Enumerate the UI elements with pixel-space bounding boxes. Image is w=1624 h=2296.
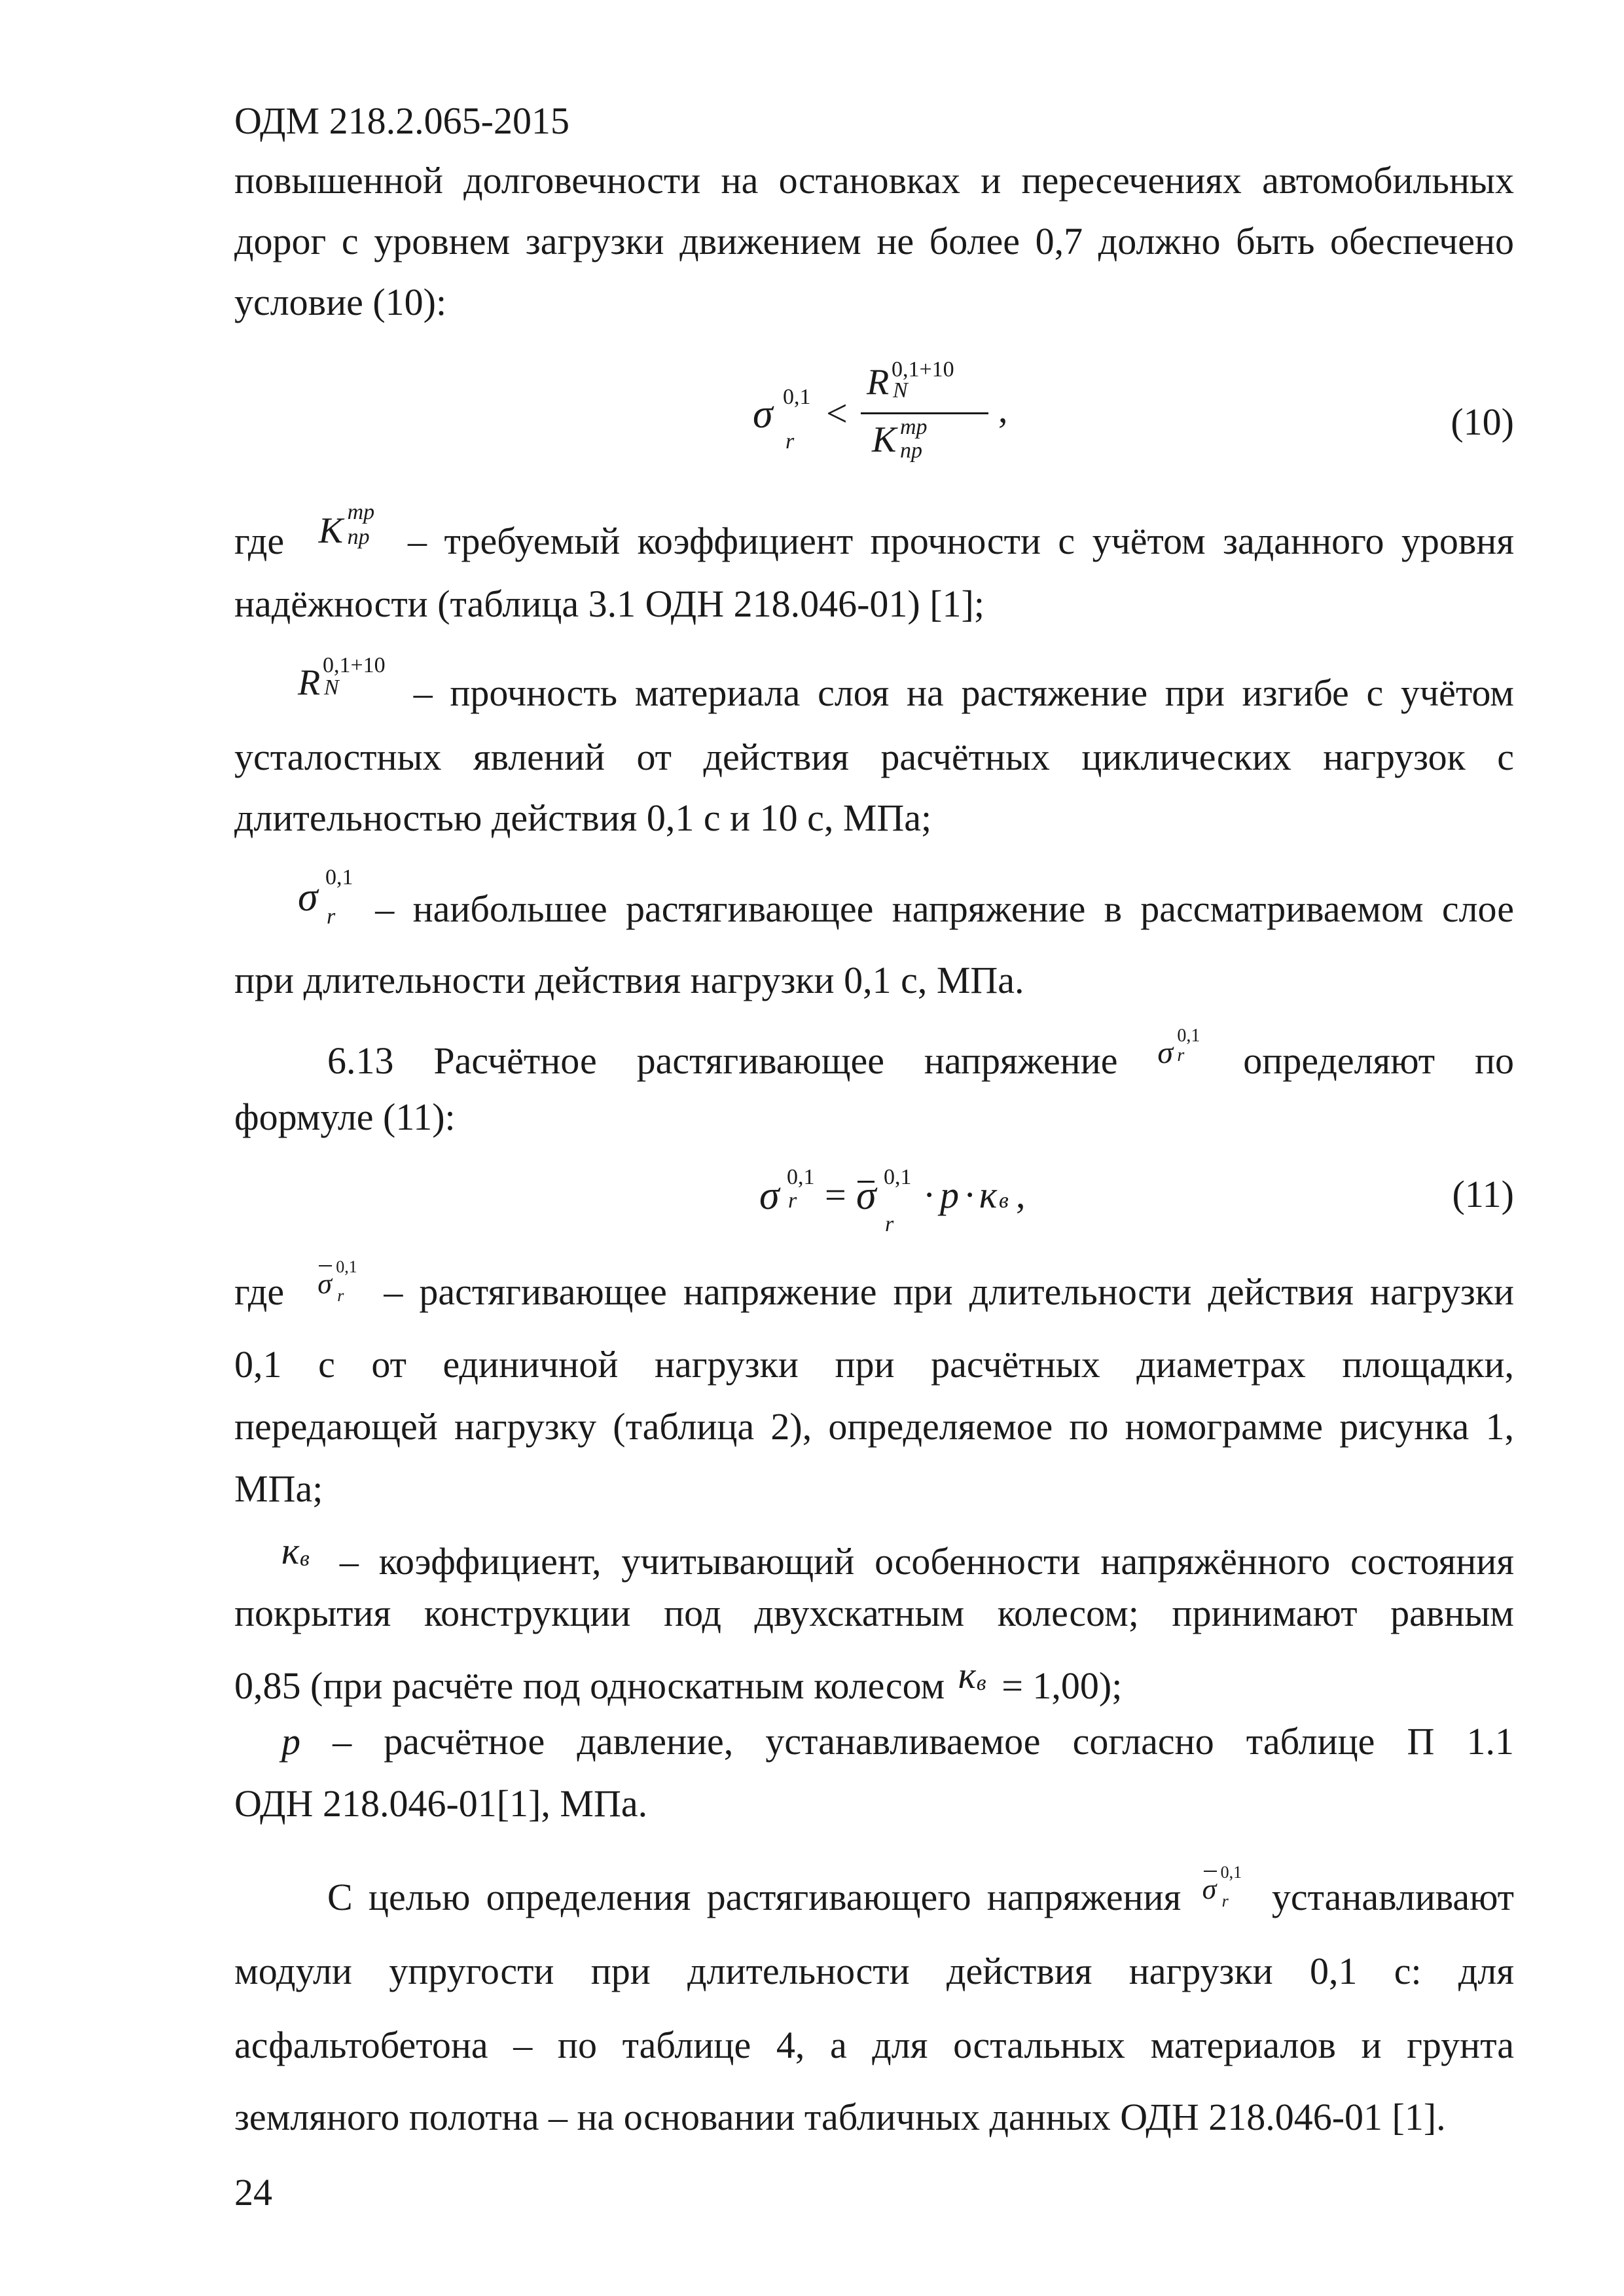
definition-text: – прочность материала слоя на растяжение при изгибе с учётом (413, 672, 1514, 714)
sigma-bar-group (1197, 1864, 1256, 1910)
definition-line: передающей нагрузку (таблица 2), определяемое по номограмме рисунка 1, (234, 1405, 1514, 1448)
sigma-subscript: r (337, 1286, 344, 1305)
definition-text: 0,85 (при расчёте под односкатным колесом (234, 1664, 945, 1707)
sigma-subscript: r (1221, 1892, 1229, 1910)
denominator-subscript: пр (900, 439, 922, 463)
equation-10 (753, 353, 1015, 478)
sigma-inline-group (1157, 1028, 1203, 1073)
definition-line: МПа; (234, 1467, 323, 1510)
k-subscript: в (300, 1547, 310, 1571)
sigma-superscript: 0,1 (336, 1257, 357, 1276)
k-symbol: к (958, 1654, 976, 1696)
where-word: где (234, 1270, 285, 1313)
sigma-symbol: σ (759, 1174, 780, 1218)
r-symbol: R (298, 662, 321, 703)
equals-sign: = (825, 1174, 846, 1216)
sigma-superscript: 0,1 (1220, 1863, 1242, 1882)
k-symbol: к (281, 1530, 300, 1572)
sigma-bar-group (304, 1259, 363, 1304)
lhs-superscript: 0,1 (787, 1165, 815, 1189)
definition-line (298, 865, 1515, 932)
paragraph-line (327, 1864, 1514, 1920)
k-symbol: к (979, 1174, 998, 1216)
sigma-symbol: σ (317, 1268, 332, 1300)
comma: , (998, 388, 1008, 431)
paragraph-line: формуле (11): (234, 1096, 456, 1138)
sigma-superscript: 0,1 (1177, 1026, 1200, 1046)
k-symbol-group (281, 1528, 319, 1574)
definition-text: – коэффициент, учитывающий особенности напряжённого состояния (339, 1540, 1515, 1583)
paragraph-text: устанавливают (1271, 1876, 1515, 1918)
paragraph-line: дорог с уровнем загрузки движением не более 0,7 должно быть обеспечено (234, 220, 1514, 262)
denominator-superscript: тр (900, 415, 928, 439)
subscript: r (785, 429, 795, 454)
section-6-13-line (327, 1028, 1514, 1084)
sigma-subscript: r (1177, 1045, 1185, 1066)
definition-line (234, 1653, 1514, 1709)
definition-line: надёжности (таблица 3.1 ОДН 218.046-01) [1]; (234, 583, 984, 625)
paragraph-line: условие (10): (234, 281, 447, 323)
k-inline-group (954, 1653, 992, 1698)
definition-line: 0,1 с от единичной нагрузки при расчётных диаметрах площадки, (234, 1343, 1514, 1386)
definition-line: покрытия конструкции под двухскатным колесом; принимают равным (234, 1592, 1514, 1634)
sigma-symbol: σ (1157, 1035, 1174, 1070)
paragraph-line: асфальтобетона – по таблице 4, а для остальных материалов и грунта (234, 2024, 1514, 2066)
definition-line: ОДН 218.046-01[1], МПа. (234, 1782, 648, 1825)
paragraph-line: земляного полотна – на основании табличных данных ОДН 218.046-01 [1]. (234, 2096, 1446, 2138)
definition-text: – расчётное давление, устанавливаемое согласно таблице П 1.1 (333, 1720, 1515, 1763)
equation-number: (11) (1452, 1173, 1514, 1215)
document-code-header: ОДМ 218.2.065-2015 (234, 99, 569, 142)
lhs-subscript: r (788, 1189, 797, 1213)
section-text: определяют по (1243, 1039, 1515, 1082)
fraction-bar (861, 412, 988, 414)
definition-line (234, 500, 1514, 564)
comma: , (1016, 1174, 1026, 1216)
equation-11 (759, 1158, 1034, 1244)
section-text: 6.13 Расчётное растягивающее напряжение (327, 1039, 1118, 1082)
equation-number: (10) (1451, 401, 1514, 443)
paragraph-line: модули упругости при длительности действия нагрузки 0,1 с: для (234, 1950, 1514, 1992)
less-than-sign: < (826, 392, 848, 435)
k-subscript: в (999, 1189, 1009, 1213)
sigma-bar-symbol: σ (856, 1174, 876, 1218)
sigma-symbol: σ (298, 875, 318, 920)
rhs-subscript: r (885, 1212, 894, 1236)
r-symbol-group (298, 653, 396, 706)
definition-text: – растягивающее напряжение при длительности действия нагрузки (384, 1270, 1514, 1313)
r-subscript: N (324, 675, 339, 700)
definition-text: = 1,00); (1001, 1664, 1123, 1707)
multiply-dot: · (964, 1174, 977, 1216)
r-superscript: 0,1+10 (323, 653, 386, 677)
definition-line: усталостных явлений от действия расчётных циклических нагрузок с (234, 736, 1514, 778)
sigma-symbol: σ (753, 392, 773, 437)
k-superscript: тр (347, 500, 375, 524)
definition-line: длительностью действия 0,1 с и 10 с, МПа; (234, 797, 932, 839)
sigma-superscript: 0,1 (325, 865, 353, 889)
k-subscript: в (976, 1671, 986, 1695)
definition-line (298, 653, 1514, 716)
denominator-k: K (872, 420, 897, 460)
where-word: где (234, 520, 285, 562)
numerator-r: R (867, 362, 890, 403)
page-number: 24 (234, 2171, 272, 2214)
paragraph-text: С целью определения растягивающего напряжения (327, 1876, 1182, 1918)
paragraph-line: повышенной долговечности на остановках и пересечениях автомобильных (234, 159, 1514, 202)
p-symbol: p (940, 1174, 959, 1216)
superscript: 0,1 (783, 385, 811, 409)
p-symbol: p (281, 1720, 300, 1763)
definition-line (234, 1259, 1514, 1315)
sigma-subscript: r (327, 905, 336, 929)
numerator-superscript: 0,1+10 (892, 357, 954, 382)
multiply-dot: · (923, 1174, 936, 1216)
k-subscript: пр (347, 525, 370, 549)
definition-line: при длительности действия нагрузки 0,1 с, МПа. (234, 959, 1024, 1001)
rhs-superscript: 0,1 (884, 1165, 912, 1189)
sigma-symbol: σ (1202, 1873, 1217, 1905)
definition-text: – требуемый коэффициент прочности с учётом заданного уровня (408, 520, 1514, 562)
definition-line (281, 1719, 1514, 1765)
k-symbol: K (318, 511, 343, 551)
definition-text: – наибольшее растягивающее напряжение в рассматриваемом слое (375, 888, 1515, 930)
k-symbol-group (307, 500, 386, 554)
definition-line (281, 1528, 1514, 1585)
numerator-subscript: N (893, 378, 908, 403)
sigma-symbol-group (298, 865, 357, 929)
